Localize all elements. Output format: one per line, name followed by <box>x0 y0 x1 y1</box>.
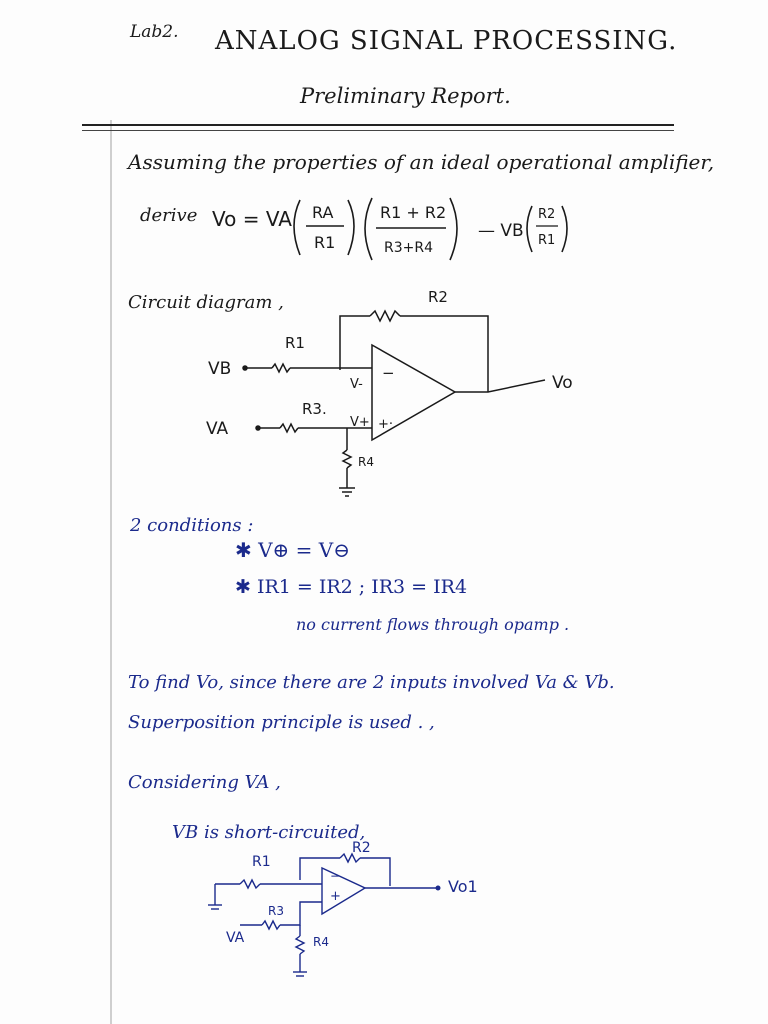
c2-label-vo: Vo1 <box>448 877 478 896</box>
c2-resistor-r4 <box>296 936 304 954</box>
eq-lhs: Vo = VA <box>212 207 292 231</box>
eq-f1-den: R1 <box>314 233 336 252</box>
c2-resistor-r1 <box>240 880 260 888</box>
c2-output-terminal <box>436 886 441 891</box>
c2-feedback-right <box>360 858 390 886</box>
condition-1: ✱ V⊕ = V⊖ <box>235 538 350 562</box>
solution-line-4: VB is short-circuited, <box>172 822 366 843</box>
page-title: ANALOG SIGNAL PROCESSING. <box>215 26 678 56</box>
condition-3: no current flows through opamp . <box>296 615 570 634</box>
c2-label-r2: R2 <box>352 840 371 856</box>
label-r4: R4 <box>358 455 374 469</box>
label-r1: R1 <box>285 334 305 352</box>
page-subtitle: Preliminary Report. <box>300 84 511 108</box>
solution-line-1: To find Vo, since there are 2 inputs involved Va & Vb. <box>128 672 615 693</box>
eq-minus-vb: — VB <box>478 221 524 241</box>
c2-plus-sign: + <box>330 889 341 904</box>
label-vo: Vo <box>552 373 573 393</box>
conditions-heading: 2 conditions : <box>130 515 254 536</box>
c2-opamp-triangle <box>322 868 365 914</box>
solution-line-3: Considering VA , <box>128 772 281 793</box>
eq-f2-den: R3+R4 <box>384 240 433 256</box>
c2-minus-sign: − <box>330 869 341 883</box>
c2-label-r4: R4 <box>313 935 329 949</box>
label-r2: R2 <box>428 288 448 306</box>
opamp-plus-sign: +· <box>378 417 394 432</box>
derive-word: derive <box>140 205 198 226</box>
c2-label-r3: R3 <box>268 904 284 918</box>
c2-label-va: VA <box>226 930 245 946</box>
solution-line-2: Superposition principle is used . , <box>128 712 435 733</box>
label-va: VA <box>206 419 229 439</box>
lab-number: Lab2. <box>130 22 179 42</box>
label-r3: R3. <box>302 400 327 418</box>
c2-label-r1: R1 <box>252 854 271 870</box>
condition-2: ✱ IR1 = IR2 ; IR3 = IR4 <box>235 576 468 598</box>
c2-resistor-r3 <box>262 921 280 929</box>
label-vb: VB <box>208 359 232 379</box>
question-text: Assuming the properties of an ideal operational amplifier, <box>128 150 715 174</box>
c2-r3-wire <box>280 902 322 925</box>
circuit-heading: Circuit diagram , <box>128 292 284 313</box>
opamp-minus-sign: − <box>382 364 395 382</box>
eq-f3-num: R2 <box>538 207 556 222</box>
label-vplus: V+ <box>350 415 370 430</box>
label-vminus: V- <box>350 377 363 392</box>
eq-f1-num: RA <box>312 203 334 222</box>
eq-f2-num: R1 + R2 <box>380 203 447 222</box>
eq-f3-den: R1 <box>538 233 556 248</box>
